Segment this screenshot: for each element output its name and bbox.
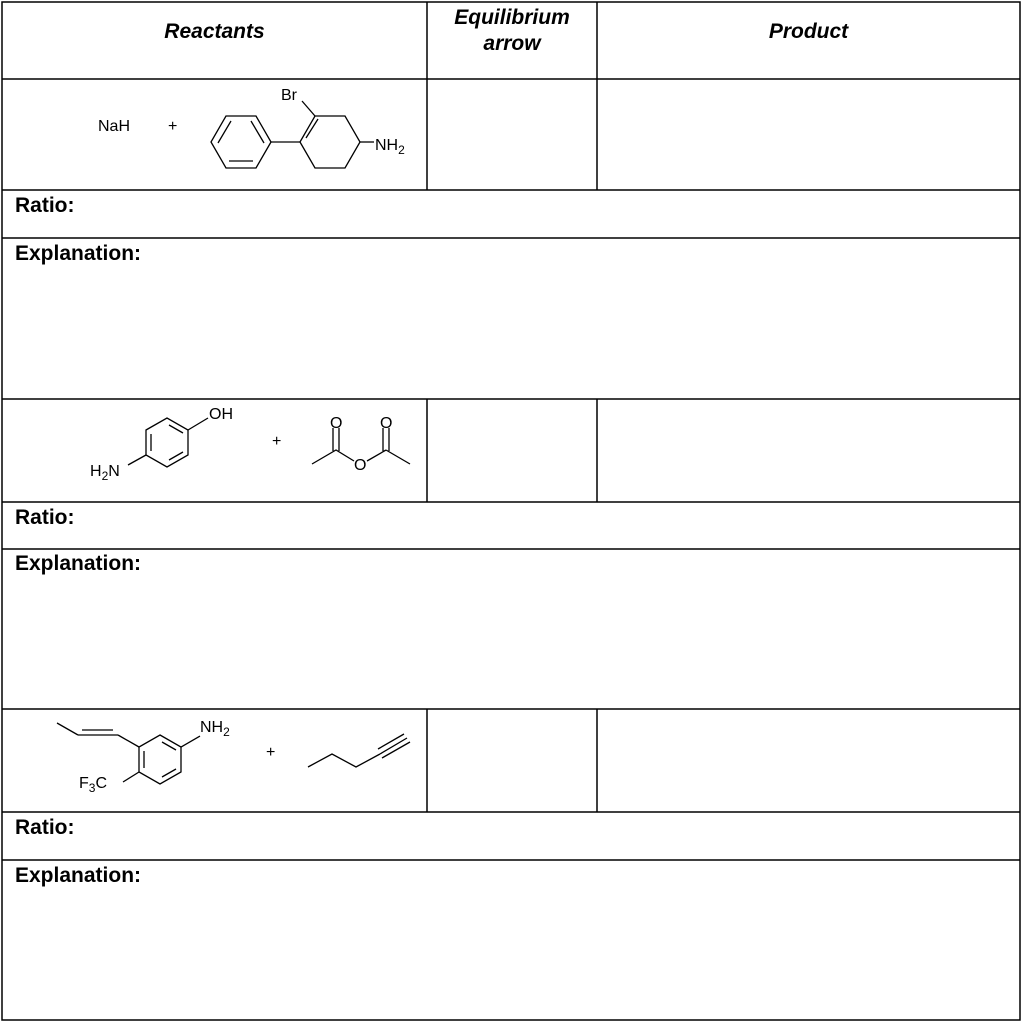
amine-label-1: $NH_2$ — [375, 137, 405, 157]
hydroxyl-label: OH — [209, 406, 233, 423]
pentyne-structure — [308, 734, 410, 767]
sodium-hydride-label: NaH — [98, 118, 131, 135]
bridging-oxygen-label: O — [354, 457, 367, 474]
amine-label-3: $NH_2$ — [200, 719, 230, 739]
trifluoromethyl-label: $F_3C$ — [79, 775, 108, 795]
bromine-label: Br — [281, 87, 297, 104]
header-equilibrium-line2: arrow — [483, 32, 541, 55]
explanation-label-3: Explanation: — [15, 864, 142, 887]
header-product: Product — [768, 20, 849, 43]
ratio-label-3: Ratio: — [15, 816, 75, 839]
plus-sign-2: + — [272, 433, 282, 450]
ratio-label-2: Ratio: — [15, 506, 75, 529]
aniline-amine-label: $H_2N$ — [90, 463, 120, 483]
explanation-label-2: Explanation: — [15, 552, 142, 575]
plus-sign-3: + — [266, 744, 276, 761]
header-reactants: Reactants — [164, 20, 265, 43]
header-equilibrium-line1: Equilibrium — [454, 6, 570, 29]
carbonyl-oxygen-label-2: O — [380, 415, 393, 432]
carbonyl-oxygen-label-1: O — [330, 415, 343, 432]
plus-sign-1: + — [168, 118, 178, 135]
ratio-label-1: Ratio: — [15, 194, 75, 217]
explanation-label-1: Explanation: — [15, 242, 142, 265]
